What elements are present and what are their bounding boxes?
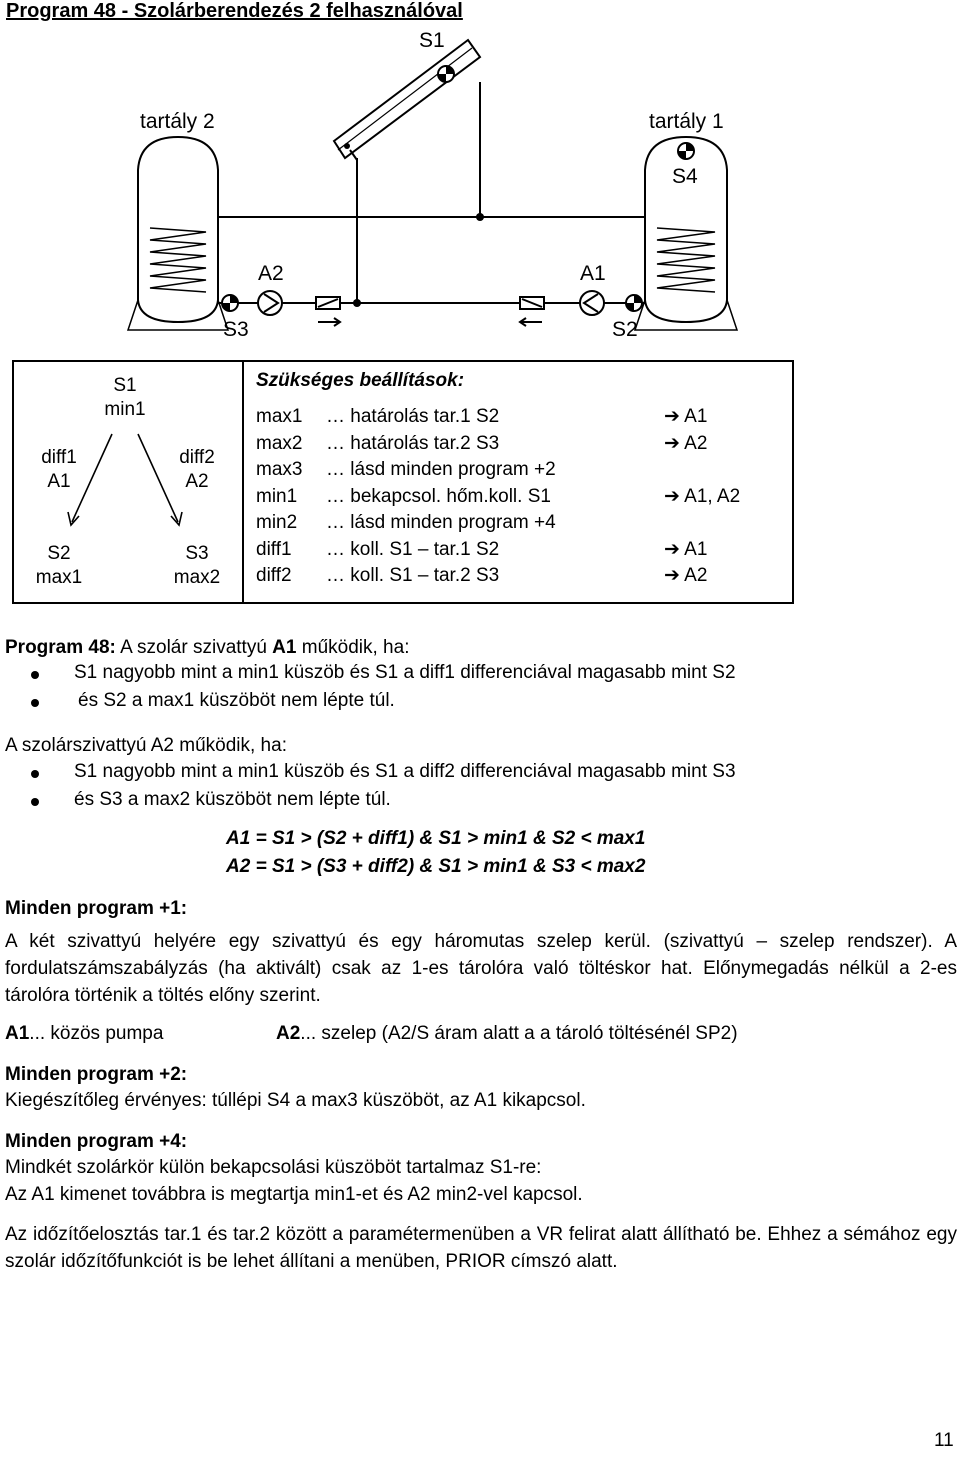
divider <box>242 362 244 602</box>
panel-max2: max2 <box>173 567 221 588</box>
setting-desc: … határolás tar.1 S2 <box>326 406 500 427</box>
mp2-heading: Minden program +2: <box>5 1064 188 1085</box>
page-number: 11 <box>934 1430 954 1451</box>
mp1-a1-text: ... közös pumpa <box>29 1023 164 1044</box>
settings-box <box>12 360 794 604</box>
settings-row <box>256 484 551 511</box>
arrow-right-icon: ➔ <box>664 432 685 454</box>
label-tank-1: tartály 1 <box>649 110 724 133</box>
bullet-text: S1 nagyobb mint a min1 küszöb és S1 a diff1 differenciával magasabb mint S2 <box>74 662 736 683</box>
solar-collector <box>334 40 480 158</box>
panel-diff2-a2: A2 <box>185 471 209 492</box>
sensor-s4-icon <box>678 143 694 159</box>
bullet-icon <box>31 770 39 778</box>
setting-desc: … koll. S1 – tar.1 S2 <box>326 538 500 560</box>
setting-key: diff2 <box>256 565 292 586</box>
setting-key: min1 <box>256 485 298 507</box>
setting-key: max1 <box>256 406 303 427</box>
label-a1: A1 <box>580 262 606 285</box>
bullet-icon <box>31 671 39 679</box>
arrow-right-icon: ➔ <box>664 485 685 507</box>
setting-desc: … bekapcsol. hőm.koll. S1 <box>326 485 551 507</box>
mp4-heading: Minden program +4: <box>5 1131 188 1152</box>
setting-output <box>664 563 707 590</box>
mp2-text: Kiegészítőleg érvényes: túllépi S4 a max3 küszöböt, az A1 kikapcsol. <box>5 1090 586 1111</box>
setting-key: max2 <box>256 432 303 454</box>
mp1-a2-line <box>276 1020 738 1047</box>
settings-row <box>256 404 499 431</box>
sensor-s3-icon <box>222 295 238 311</box>
bullet-text: és S3 a max2 küszöböt nem lépte túl. <box>74 789 391 810</box>
mp1-a1: A1 <box>5 1023 30 1044</box>
settings-row <box>256 563 499 590</box>
setting-desc: … lásd minden program +4 <box>326 512 556 533</box>
panel-s3: S3 <box>185 543 209 564</box>
output-value: A1 <box>684 538 708 560</box>
panel-min1: min1 <box>104 399 146 420</box>
setting-output <box>664 484 740 511</box>
panel-max1: max1 <box>35 567 83 588</box>
mp1-a2-text: ... szelep (A2/S áram alatt a a tároló töltésénél SP2) <box>300 1023 738 1044</box>
equation-a2: A2 = S1 > (S3 + diff2) & S1 > min1 & S3 < max2 <box>226 856 646 877</box>
bullet-3 <box>74 761 736 783</box>
settings-row <box>256 537 499 564</box>
label-s2: S2 <box>612 318 638 341</box>
setting-key: diff1 <box>256 538 292 560</box>
label-s3: S3 <box>223 318 249 341</box>
panel-arrows <box>14 362 242 606</box>
output-value: A1 <box>684 406 708 427</box>
bullet-icon <box>31 699 39 707</box>
a2-intro: A szolárszivattyú A2 működik, ha: <box>5 735 287 756</box>
sensor-s2-icon <box>626 295 642 311</box>
arrow-right-icon: ➔ <box>664 565 685 586</box>
bullet-text: S1 nagyobb mint a min1 küszöb és S1 a diff2 differenciával magasabb mint S3 <box>74 761 736 782</box>
label-a2: A2 <box>258 262 284 285</box>
mp1-a1-line <box>5 1020 163 1047</box>
settings-row <box>256 510 556 537</box>
program-48-label: Program 48: <box>5 637 116 658</box>
mp1-heading: Minden program +1: <box>5 898 188 919</box>
panel-diff2: diff2 <box>179 447 215 468</box>
sensor-s1-icon <box>438 66 454 82</box>
panel-diff1: diff1 <box>41 447 77 468</box>
intro-text: A szolár szivattyú <box>115 637 273 658</box>
settings-row <box>256 431 499 458</box>
arrow-right-icon: ➔ <box>664 406 685 427</box>
settings-row <box>256 457 556 484</box>
bullet-4 <box>74 789 391 811</box>
equation-a1: A1 = S1 > (S2 + diff1) & S1 > min1 & S2 < max1 <box>226 828 646 849</box>
mp1-paragraph: A két szivattyú helyére egy szivattyú és egy háromutas szelep kerül. (szivattyú – szelep rendszer). A fordulatszámszabályzás (ha aktivált) csak az 1-es tárolóra való töltéskor hat. Előnymegadás nélkül a 2-es tárolóra történik a töltés előny szerint. <box>5 931 957 1006</box>
intro-end: működik, ha: <box>296 637 410 658</box>
setting-output <box>664 431 707 458</box>
setting-output <box>664 537 707 564</box>
page-title: Program 48 - Szolárberendezés 2 felhasználóval <box>6 0 463 22</box>
program-48-intro <box>5 634 409 661</box>
arrow-right-icon: ➔ <box>664 538 685 560</box>
mp4-line-2: Az A1 kimenet továbbra is megtartja min1-et és A2 min2-vel kapcsol. <box>5 1184 583 1205</box>
panel-s2: S2 <box>47 543 71 564</box>
output-value: A1, A2 <box>684 485 741 507</box>
bullet-2 <box>78 690 395 712</box>
output-value: A2 <box>684 565 708 586</box>
bullet-1 <box>74 662 736 684</box>
timer-paragraph: Az időzítőelosztás tar.1 és tar.2 között a paramétermenüben a VR felirat alatt állítható be. Ehhez a sémához egy szolár időzítőfunkciót is be lehet állítani a menüben, PRIOR címszó alatt. <box>5 1224 957 1272</box>
solar-schematic <box>0 20 960 350</box>
label-s4: S4 <box>672 165 698 188</box>
setting-desc: … határolás tar.2 S3 <box>326 432 500 454</box>
panel-diff1-a1: A1 <box>47 471 71 492</box>
panel-s1: S1 <box>113 375 137 396</box>
setting-key: max3 <box>256 459 303 480</box>
bullet-icon <box>31 798 39 806</box>
bullet-text: és S2 a max1 küszöböt nem lépte túl. <box>78 690 395 711</box>
setting-output <box>664 404 707 431</box>
setting-desc: … koll. S1 – tar.2 S3 <box>326 565 500 586</box>
setting-key: min2 <box>256 512 298 533</box>
output-value: A2 <box>684 432 708 454</box>
settings-heading: Szükséges beállítások: <box>256 370 465 391</box>
intro-a1: A1 <box>272 637 297 658</box>
setting-desc: … lásd minden program +2 <box>326 459 556 480</box>
mp1-a2: A2 <box>276 1023 301 1044</box>
label-s1: S1 <box>419 29 445 52</box>
label-tank-2: tartály 2 <box>140 110 215 133</box>
mp4-line-1: Mindkét szolárkör külön bekapcsolási küszöböt tartalmaz S1-re: <box>5 1157 542 1178</box>
